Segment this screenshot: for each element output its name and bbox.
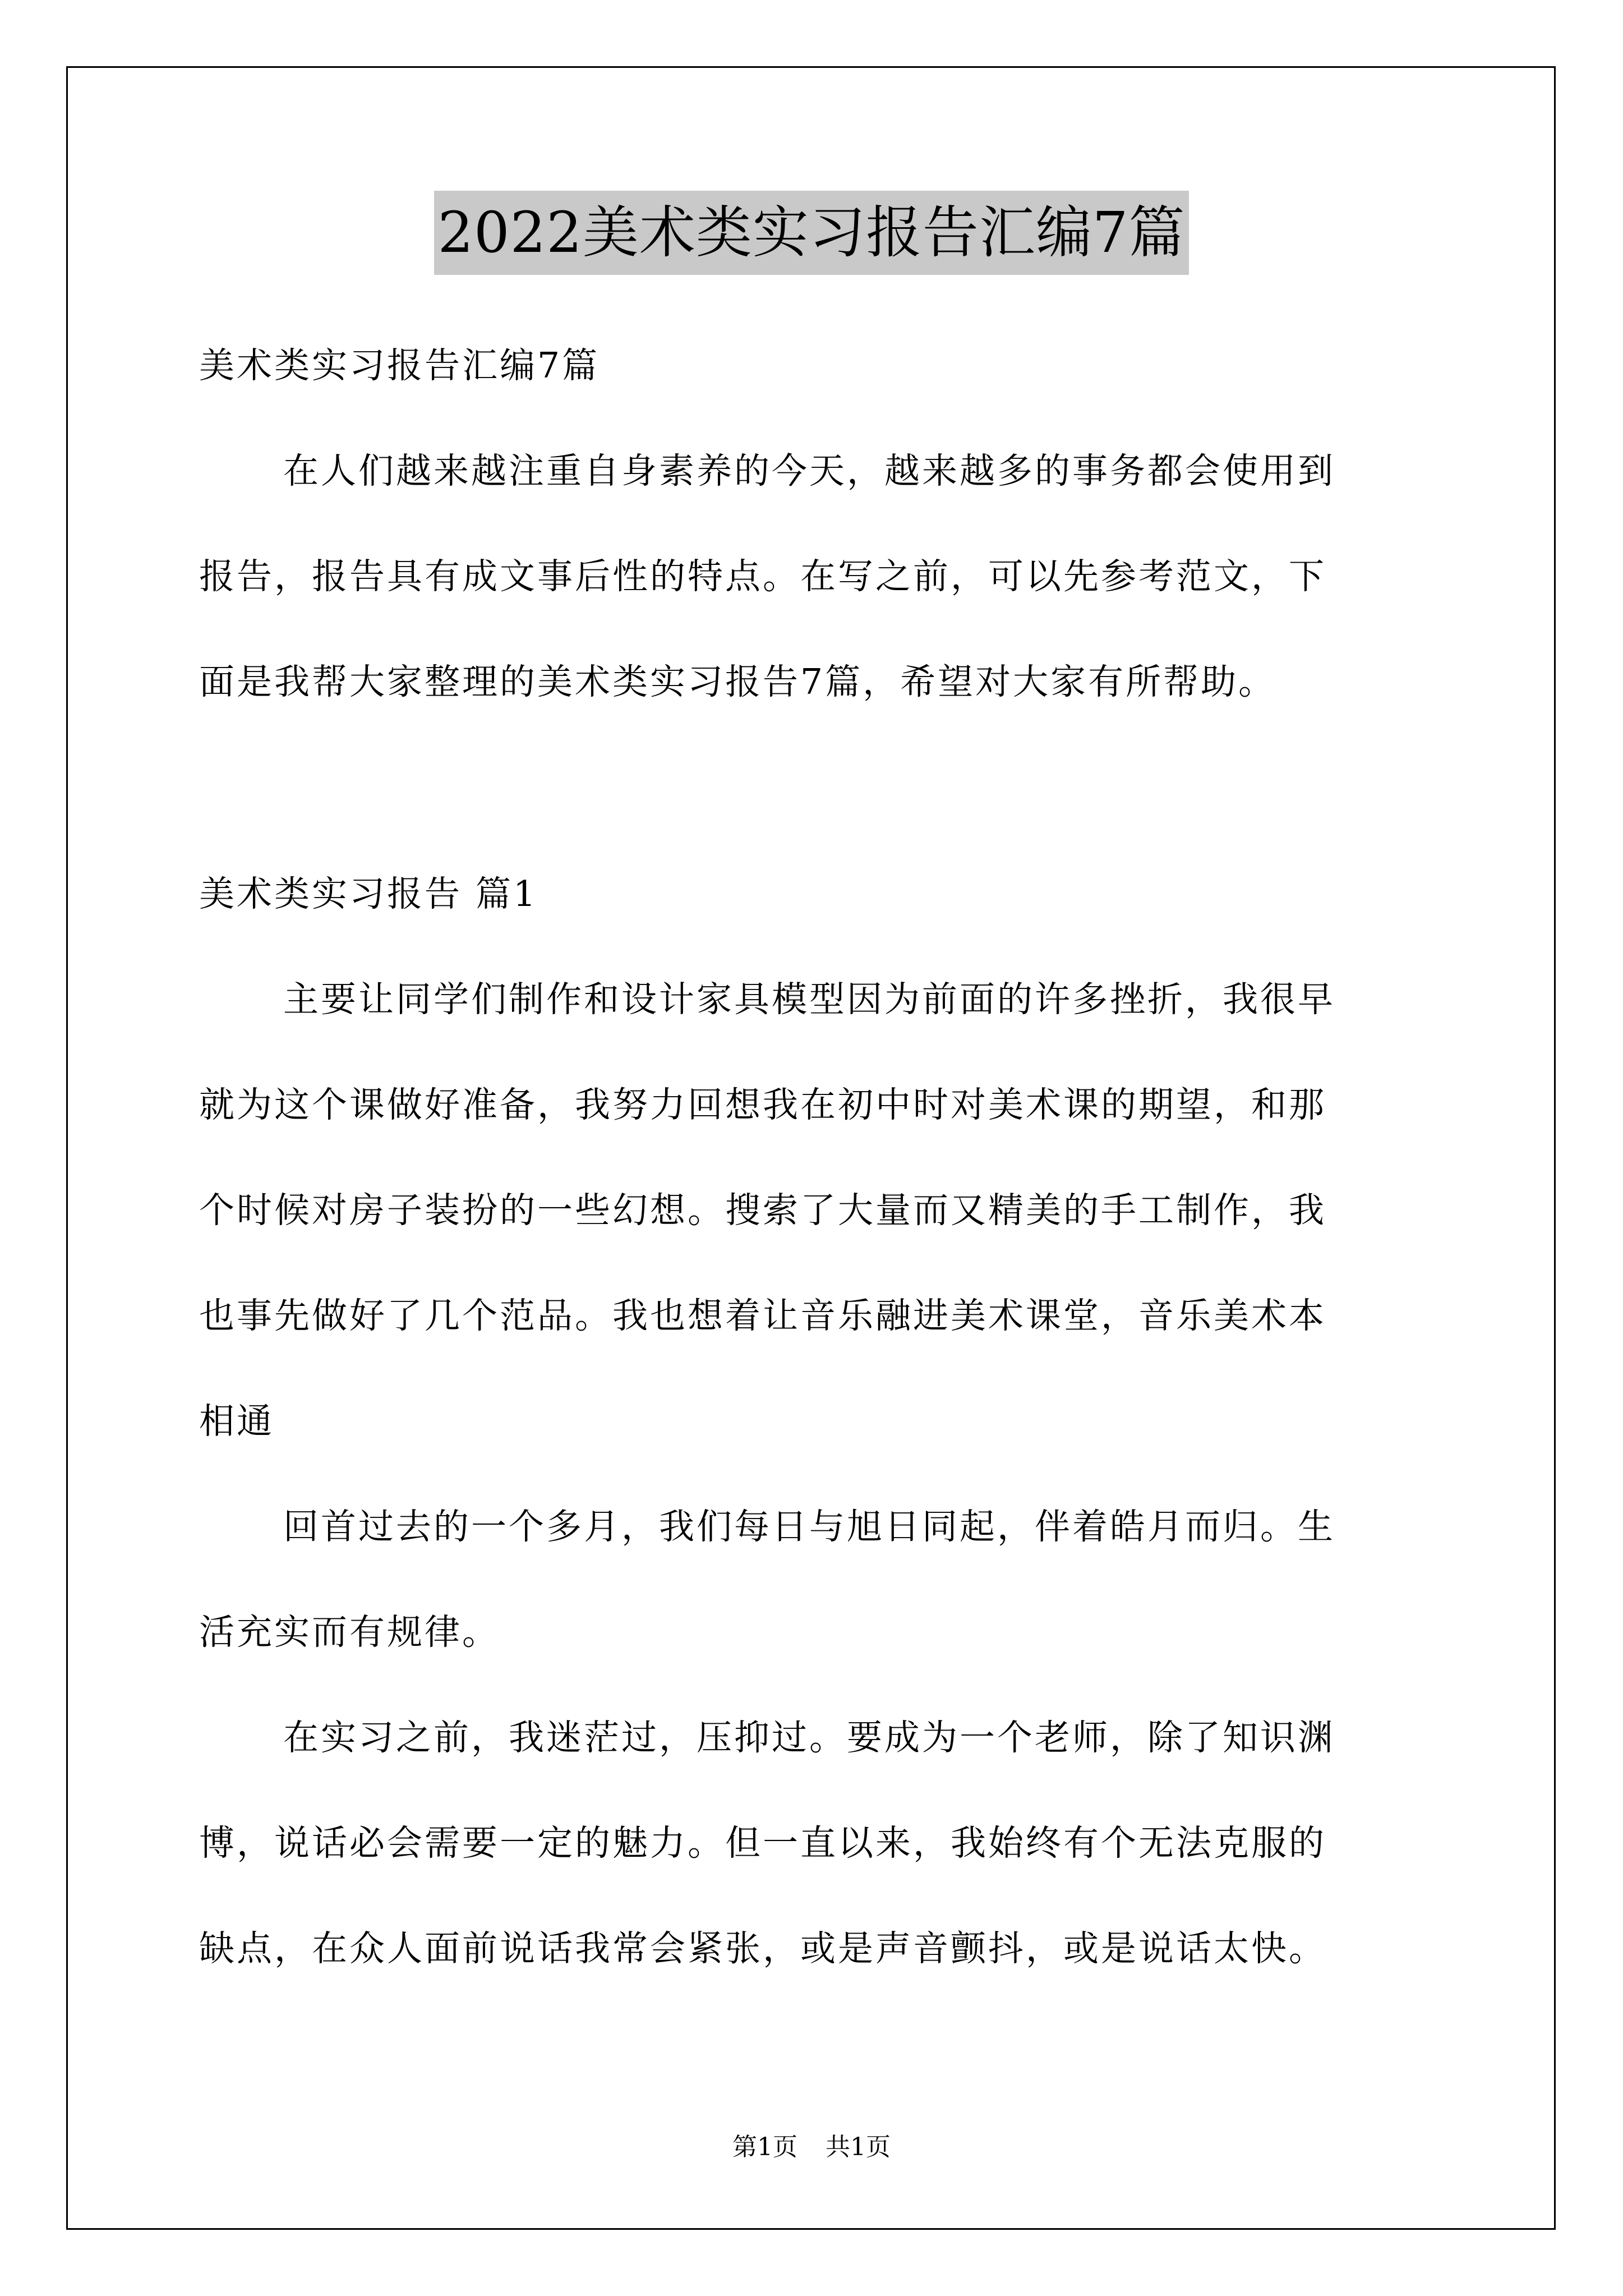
intro-paragraph (199, 418, 1433, 735)
section-heading: 美术类实习报告 篇1 (199, 873, 538, 914)
document-title: 2022美术类实习报告汇编7篇 (434, 191, 1188, 275)
paragraph-line: 个时候对房子装扮的一些幻想。搜索了大量而又精美的手工制作，我 (199, 1190, 1326, 1231)
page-number-total: 共1页 (826, 2133, 891, 2161)
paragraph-line: 在人们越来越注重自身素养的今天，越来越多的事务都会使用到 (283, 450, 1335, 491)
paragraph-line: 活充实而有规律。 (199, 1612, 500, 1653)
paragraph-line: 相通 (199, 1401, 274, 1442)
paragraph-line: 也事先做好了几个范品。我也想着让音乐融进美术课堂，音乐美术本 (199, 1295, 1326, 1336)
title-container (0, 191, 1623, 275)
document-subtitle: 美术类实习报告汇编7篇 (199, 345, 600, 386)
page-number-current: 第1页 (732, 2133, 797, 2161)
paragraph-line: 回首过去的一个多月，我们每日与旭日同起，伴着皓月而归。生 (283, 1506, 1335, 1547)
document-body (199, 313, 1433, 2001)
paragraph-2 (199, 1474, 1433, 1685)
paragraph-line: 主要让同学们制作和设计家具模型因为前面的许多挫折，我很早 (283, 979, 1335, 1020)
paragraph-line: 在实习之前，我迷茫过，压抑过。要成为一个老师，除了知识渊 (283, 1717, 1335, 1758)
paragraph-3 (199, 1685, 1433, 2001)
paragraph-line: 报告，报告具有成文事后性的特点。在写之前，可以先参考范文，下 (199, 556, 1326, 597)
page-footer (0, 2131, 1623, 2164)
paragraph-line: 博，说话必会需要一定的魅力。但一直以来，我始终有个无法克服的 (199, 1823, 1326, 1864)
section-spacer (199, 735, 1433, 841)
paragraph-line: 就为这个课做好准备，我努力回想我在初中时对美术课的期望，和那 (199, 1084, 1326, 1125)
paragraph-line: 面是我帮大家整理的美术类实习报告7篇，希望对大家有所帮助。 (199, 661, 1276, 702)
paragraph-1 (199, 947, 1433, 1474)
paragraph-line: 缺点，在众人面前说话我常会紧张，或是声音颤抖，或是说话太快。 (199, 1928, 1326, 1969)
